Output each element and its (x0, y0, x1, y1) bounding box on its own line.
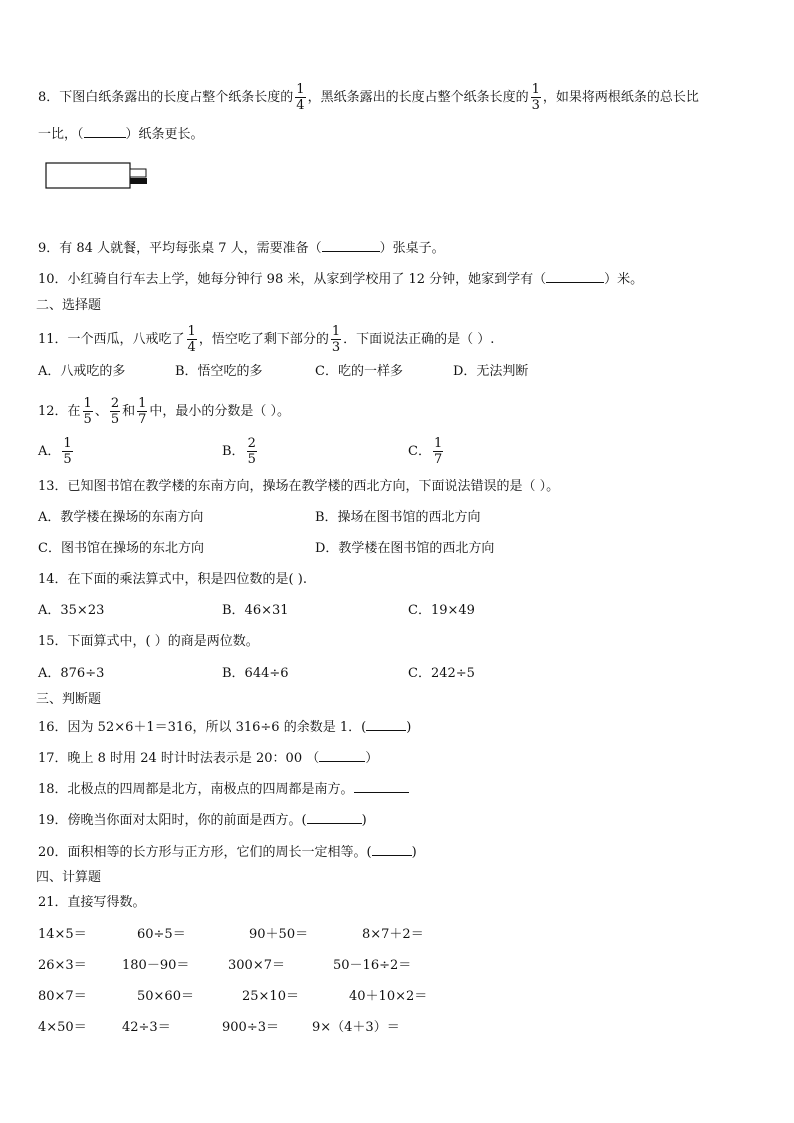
question-17: 17．晚上 8 时用 24 时计时法表示是 20：00 （ ） (38, 747, 378, 769)
question-19: 19．傍晚当你面对太阳时，你的前面是西方。( ) (38, 809, 367, 831)
question-18: 18．北极点的四周都是北方，南极点的四周都是南方。 (38, 778, 409, 800)
option-14-c[interactable]: C．19×49 (408, 603, 475, 618)
answer-blank-9[interactable] (322, 237, 380, 252)
answer-blank-10[interactable] (546, 268, 604, 283)
answer-blank-17[interactable] (319, 747, 365, 762)
option-11-a[interactable]: A．八戒吃的多 (38, 364, 126, 379)
calc-item: 80×7＝ (38, 989, 87, 1004)
answer-blank-16[interactable] (366, 716, 406, 731)
question-11: 11．一个西瓜，八戒吃了 $\frac{1}{4}$ ，悟空吃了剩下部分的 $\frac{1}{3}$ ．下面说法正确的是（ ）. (38, 324, 495, 355)
calc-item: 9×（4＋3）＝ (312, 1020, 400, 1035)
fraction-one-third: $\frac{1}{3}$ (531, 82, 540, 113)
answer-blank-20[interactable] (372, 841, 412, 856)
calc-item: 300×7＝ (228, 958, 285, 973)
question-20: 20．面积相等的长方形与正方形，它们的周长一定相等。( ) (38, 841, 417, 863)
calc-item: 40＋10×2＝ (349, 989, 428, 1004)
calc-item: 90＋50＝ (249, 927, 309, 942)
option-13-d[interactable]: D．教学楼在图书馆的西北方向 (315, 541, 495, 556)
question-8-line-1 (38, 82, 699, 113)
fraction-one-seventh: $\frac{1}{7}$ (138, 396, 147, 427)
calc-item: 25×10＝ (242, 989, 299, 1004)
answer-blank-8[interactable] (84, 123, 126, 138)
section-3-heading: 三、判断题 (36, 692, 102, 707)
option-14-b[interactable]: B．46×31 (222, 603, 289, 618)
section-4-heading: 四、计算题 (36, 870, 102, 885)
question-16: 16．因为 52×6＋1＝316，所以 316÷6 的余数是 1．( ) (38, 716, 411, 738)
fraction-one-quarter: $\frac{1}{4}$ (296, 82, 305, 113)
option-12-c[interactable]: C． $\frac{1}{7}$ (408, 436, 443, 467)
fraction-one-quarter: $\frac{1}{4}$ (187, 324, 196, 355)
question-15: 15．下面算式中，( ）的商是两位数。 (38, 634, 259, 649)
question-12: 12．在 $\frac{1}{5}$ 、 $\frac{2}{5}$ 和 $\frac{1}{7}$ 中，最小的分数是（ ）。 (38, 396, 291, 427)
option-13-b[interactable]: B．操场在图书馆的西北方向 (315, 510, 481, 525)
calc-item: 8×7＋2＝ (362, 927, 424, 942)
option-15-a[interactable]: A．876÷3 (38, 666, 105, 681)
calc-item: 60÷5＝ (137, 927, 186, 942)
option-15-c[interactable]: C．242÷5 (408, 666, 475, 681)
question-10: 10．小红骑自行车去上学，她每分钟行 98 米，从家到学校用了 12 分钟，她家到学有（ ）米。 (38, 268, 643, 290)
option-13-c[interactable]: C．图书馆在操场的东北方向 (38, 541, 204, 556)
calc-item: 14×5＝ (38, 927, 87, 942)
calc-item: 180－90＝ (122, 958, 190, 973)
option-12-a[interactable]: A． $\frac{1}{5}$ (38, 436, 72, 467)
question-21: 21．直接写得数。 (38, 895, 146, 910)
question-9: 9．有 84 人就餐，平均每张桌 7 人，需要准备（ ）张桌子。 (38, 237, 445, 259)
calc-item: 50－16÷2＝ (333, 958, 412, 973)
option-13-a[interactable]: A．教学楼在操场的东南方向 (38, 510, 204, 525)
section-2-heading: 二、选择题 (36, 298, 102, 313)
fraction-one-fifth: $\frac{1}{5}$ (83, 396, 92, 427)
calc-item: 26×3＝ (38, 958, 87, 973)
answer-blank-19[interactable] (307, 809, 362, 824)
paper-strips-figure (45, 160, 149, 190)
option-11-b[interactable]: B．悟空吃的多 (175, 364, 263, 379)
question-8-text-c: ，如果将两根纸条的总长比 (542, 90, 699, 105)
question-8-text-b: ，黑纸条露出的长度占整个纸条长度的 (307, 90, 529, 105)
calc-item: 900÷3＝ (222, 1020, 279, 1035)
fraction-two-fifths: $\frac{2}{5}$ (110, 396, 120, 427)
option-11-c[interactable]: C．吃的一样多 (315, 364, 403, 379)
question-8-line-2: 一比，（ ）纸条更长。 (38, 123, 204, 145)
calc-item: 42÷3＝ (122, 1020, 171, 1035)
question-8-text-a: 8．下图白纸条露出的长度占整个纸条长度的 (38, 90, 294, 105)
fraction-one-third: $\frac{1}{3}$ (331, 324, 341, 355)
question-14: 14．在下面的乘法算式中，积是四位数的是( ). (38, 572, 307, 587)
question-13: 13．已知图书馆在教学楼的东南方向，操场在教学楼的西北方向，下面说法错误的是（ ）。 (38, 479, 560, 494)
answer-blank-18[interactable] (354, 778, 409, 793)
option-12-b[interactable]: B． $\frac{2}{5}$ (222, 436, 256, 467)
option-11-d[interactable]: D．无法判断 (453, 364, 529, 379)
option-14-a[interactable]: A．35×23 (38, 603, 105, 618)
option-15-b[interactable]: B．644÷6 (222, 666, 289, 681)
calc-item: 50×60＝ (137, 989, 194, 1004)
calc-item: 4×50＝ (38, 1020, 87, 1035)
